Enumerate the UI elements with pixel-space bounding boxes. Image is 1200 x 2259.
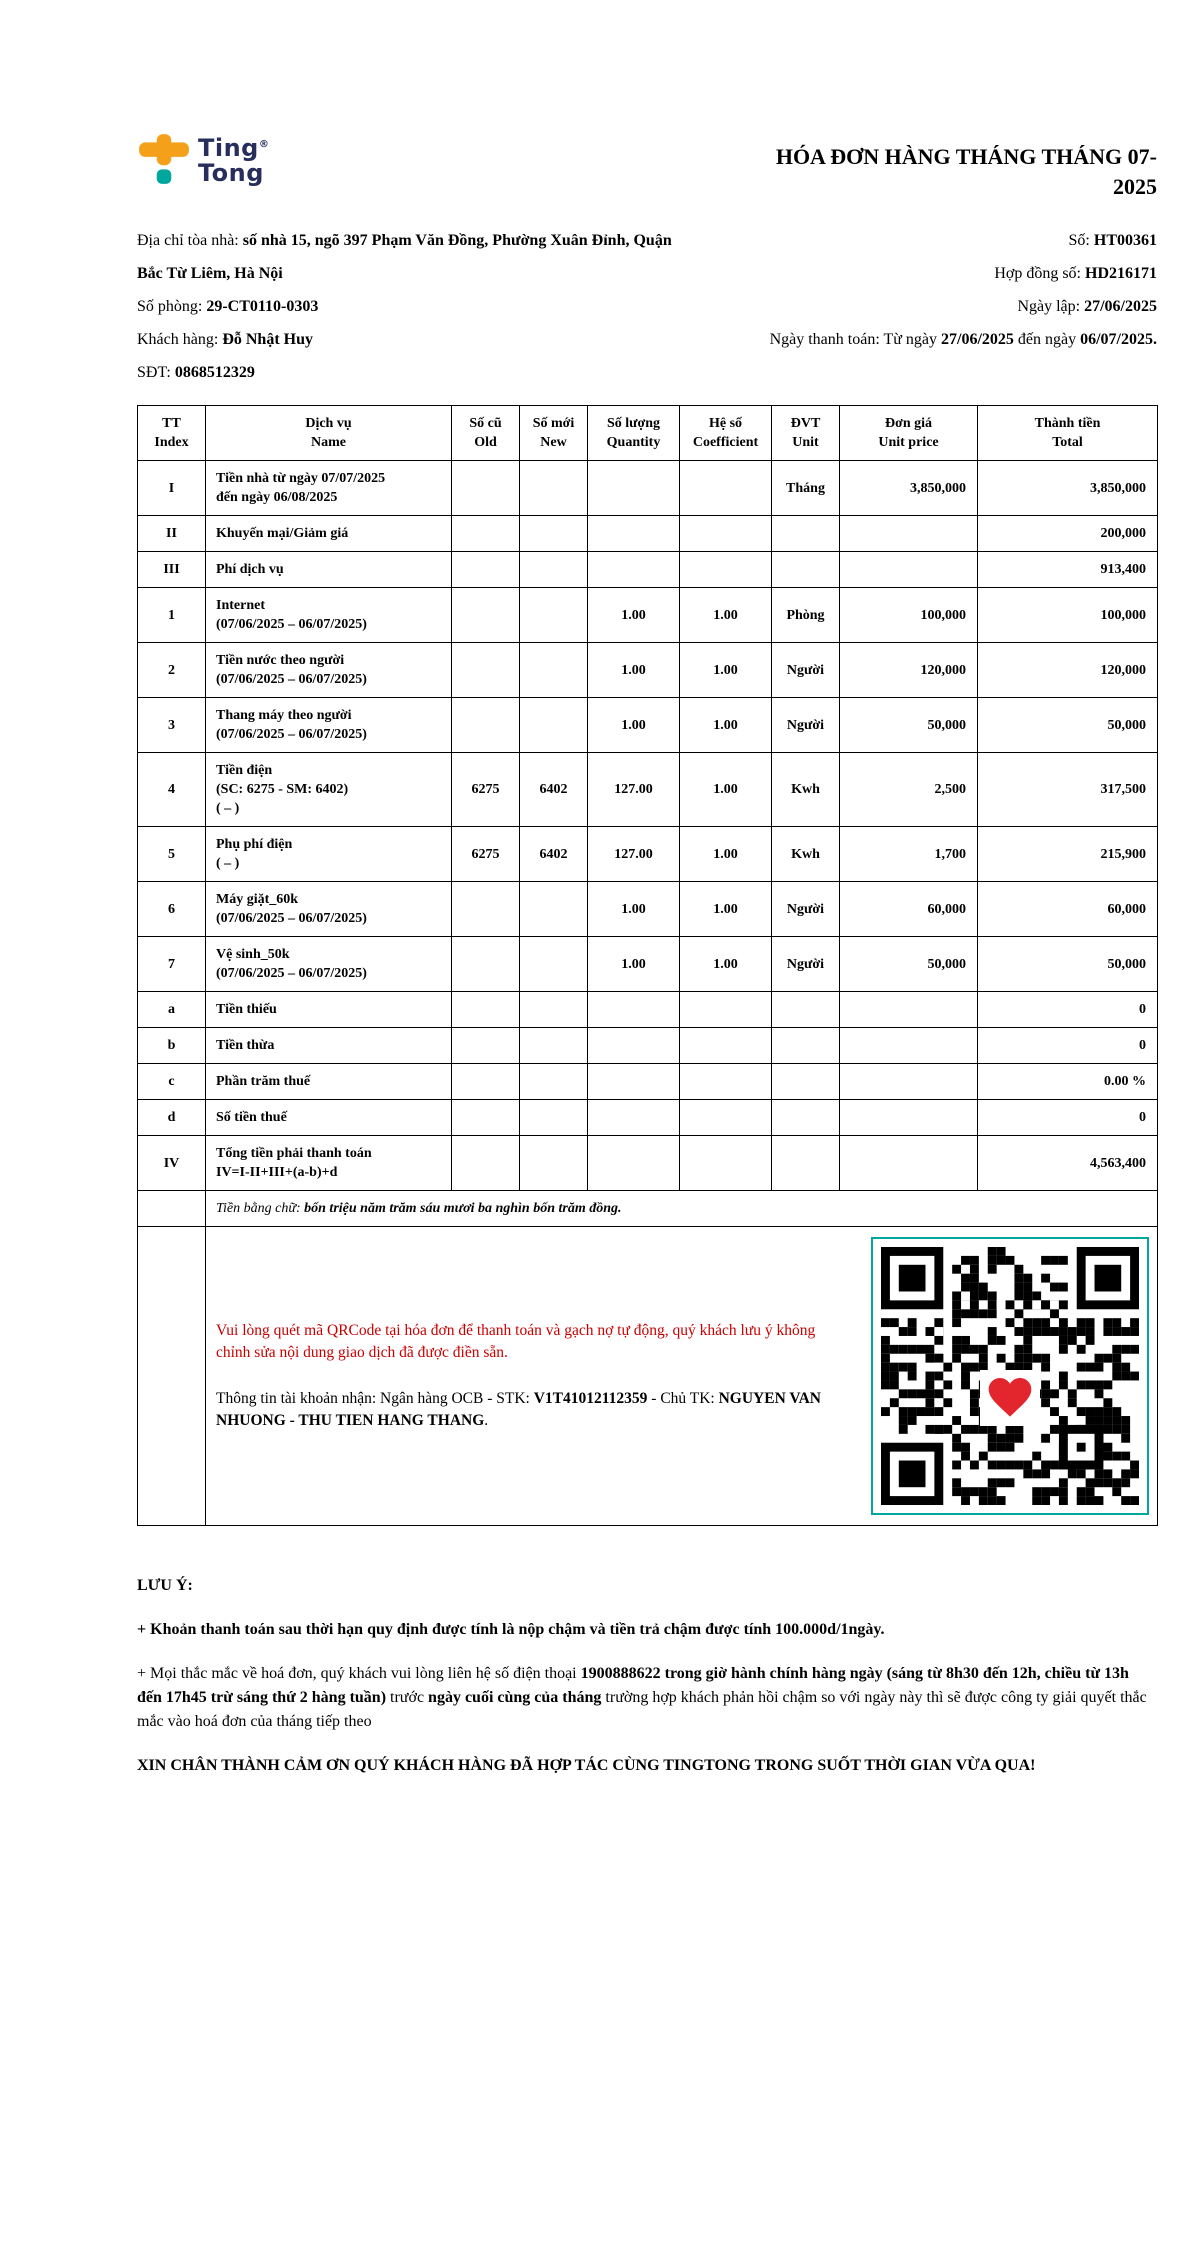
table-row	[138, 827, 1158, 882]
cell-unit-price: 100,000	[840, 588, 978, 643]
cell-index: II	[138, 516, 206, 552]
logo-text	[198, 132, 269, 186]
cell-quantity: 1.00	[588, 937, 680, 992]
column-header: Thành tiền Total	[978, 406, 1158, 461]
cell-new-reading	[520, 1028, 588, 1064]
cell-old-reading	[452, 1028, 520, 1064]
cell-coefficient	[680, 1136, 772, 1191]
cell-unit: Người	[772, 937, 840, 992]
cell-unit	[772, 1064, 840, 1100]
qr-section	[206, 1227, 1158, 1526]
cell-unit: Người	[772, 643, 840, 698]
cell-index: a	[138, 992, 206, 1028]
room-label: Số phòng:	[137, 298, 207, 315]
cell-total: 3,850,000	[978, 461, 1158, 516]
cell-total: 200,000	[978, 516, 1158, 552]
cell-old-reading	[452, 552, 520, 588]
cell-quantity: 127.00	[588, 753, 680, 827]
cell-unit	[772, 992, 840, 1028]
cell-unit: Kwh	[772, 753, 840, 827]
cell-quantity: 1.00	[588, 698, 680, 753]
cell-service-name: Phụ phí điện ( – )	[206, 827, 452, 882]
table-head	[138, 406, 1158, 461]
cell-unit	[772, 552, 840, 588]
invoice-table-body	[138, 461, 1158, 1191]
cell-old-reading	[452, 643, 520, 698]
cell-total: 317,500	[978, 753, 1158, 827]
cell-new-reading	[520, 461, 588, 516]
table-row	[138, 937, 1158, 992]
cell-service-name: Tiền nhà từ ngày 07/07/2025 đến ngày 06/08/2025	[206, 461, 452, 516]
cell-quantity	[588, 552, 680, 588]
invoice-numbers	[770, 224, 1157, 389]
cell-old-reading	[452, 992, 520, 1028]
cell-total: 60,000	[978, 882, 1158, 937]
note-contact-text-3: trường hợp khách phản hồi chậm so với ngày này thì sẽ được công ty giải quyết thắc mắc vào hoá đơn của tháng tiếp theo	[137, 1689, 1147, 1730]
note-contact-text-1: + Mọi thắc mắc về hoá đơn, quý khách vui lòng liên hệ số điện thoại	[137, 1665, 581, 1682]
cell-old-reading	[452, 516, 520, 552]
customer-info	[137, 224, 697, 389]
cell-service-name: Thang máy theo người (07/06/2025 – 06/07/2025)	[206, 698, 452, 753]
cell-index: 6	[138, 882, 206, 937]
cell-quantity: 1.00	[588, 643, 680, 698]
cell-unit	[772, 1028, 840, 1064]
cell-total: 4,563,400	[978, 1136, 1158, 1191]
contract-value: HD216171	[1085, 265, 1157, 282]
tingtong-logo-icon	[137, 132, 191, 186]
room-line	[137, 290, 697, 323]
table-row	[138, 1064, 1158, 1100]
customer-label: Khách hàng:	[137, 331, 223, 348]
table-row	[138, 516, 1158, 552]
cell-index: I	[138, 461, 206, 516]
column-header: Số lượng Quantity	[588, 406, 680, 461]
cell-service-name: Tiền điện (SC: 6275 - SM: 6402) ( – )	[206, 753, 452, 827]
column-header: TT Index	[138, 406, 206, 461]
issue-date-line	[770, 290, 1157, 323]
cell-old-reading	[452, 937, 520, 992]
cell-quantity: 1.00	[588, 882, 680, 937]
cell-coefficient: 1.00	[680, 698, 772, 753]
cell-unit	[772, 1136, 840, 1191]
cell-unit: Người	[772, 698, 840, 753]
phone-label: SĐT:	[137, 364, 175, 381]
cell-service-name: Tổng tiền phải thanh toán IV=I-II+III+(a-b)+d	[206, 1136, 452, 1191]
cell-unit-price: 2,500	[840, 753, 978, 827]
address-value: số nhà 15, ngõ 397 Phạm Văn Đồng, Phường Xuân Đỉnh, Quận Bắc Từ Liêm, Hà Nội	[137, 232, 672, 282]
cell-new-reading	[520, 588, 588, 643]
cell-service-name: Tiền thiếu	[206, 992, 452, 1028]
cell-unit-price	[840, 992, 978, 1028]
cell-total: 50,000	[978, 937, 1158, 992]
cell-unit-price	[840, 1100, 978, 1136]
amount-in-words	[206, 1191, 1158, 1227]
payment-instructions	[216, 1320, 844, 1432]
phone-value: 0868512329	[174, 364, 255, 381]
cell-coefficient: 1.00	[680, 937, 772, 992]
cell-old-reading	[452, 461, 520, 516]
column-header: Hệ số Coefficient	[680, 406, 772, 461]
cell-unit	[772, 516, 840, 552]
issue-date-label: Ngày lập:	[1017, 298, 1085, 315]
address-label: Địa chỉ tòa nhà:	[137, 232, 243, 249]
cell-coefficient: 1.00	[680, 753, 772, 827]
cell-new-reading	[520, 552, 588, 588]
table-row	[138, 1100, 1158, 1136]
cell-unit: Người	[772, 882, 840, 937]
invoice-no-line	[770, 224, 1157, 257]
invoice-page	[137, 0, 1157, 1778]
cell-service-name: Khuyến mại/Giảm giá	[206, 516, 452, 552]
cell-quantity	[588, 516, 680, 552]
cell-new-reading	[520, 1136, 588, 1191]
invoice-table-footer	[138, 1191, 1158, 1526]
table-row	[138, 552, 1158, 588]
cell-service-name: Phần trăm thuế	[206, 1064, 452, 1100]
cell-service-name: Internet (07/06/2025 – 06/07/2025)	[206, 588, 452, 643]
cell-quantity	[588, 1100, 680, 1136]
cell-new-reading: 6402	[520, 753, 588, 827]
cell-coefficient: 1.00	[680, 827, 772, 882]
phone-line	[137, 356, 697, 389]
cell-unit-price	[840, 1028, 978, 1064]
issue-date-value: 27/06/2025	[1084, 298, 1157, 315]
heart-icon	[980, 1370, 1040, 1426]
cell-unit-price: 120,000	[840, 643, 978, 698]
page-header	[137, 132, 1157, 202]
cell-total: 50,000	[978, 698, 1158, 753]
cell-unit-price	[840, 1064, 978, 1100]
table-row	[138, 588, 1158, 643]
cell-new-reading: 6402	[520, 827, 588, 882]
invoice-no-value: HT00361	[1093, 232, 1157, 249]
table-row	[138, 698, 1158, 753]
table-row	[138, 753, 1158, 827]
empty-cell	[138, 1227, 206, 1526]
contract-line	[770, 257, 1157, 290]
amount-in-words-label: Tiền bằng chữ:	[216, 1201, 305, 1216]
qr-row	[138, 1227, 1158, 1526]
cell-new-reading	[520, 992, 588, 1028]
cell-new-reading	[520, 937, 588, 992]
pay-date2: 06/07/2025.	[1080, 331, 1157, 348]
pay-label2: đến ngày	[1013, 331, 1081, 348]
pay-label1: Ngày thanh toán: Từ ngày	[769, 331, 942, 348]
table-row	[138, 882, 1158, 937]
cell-unit-price: 3,850,000	[840, 461, 978, 516]
cell-coefficient	[680, 992, 772, 1028]
cell-unit-price: 50,000	[840, 937, 978, 992]
cell-service-name: Vệ sinh_50k (07/06/2025 – 06/07/2025)	[206, 937, 452, 992]
cell-quantity: 1.00	[588, 588, 680, 643]
table-row	[138, 1028, 1158, 1064]
cell-total: 0	[978, 992, 1158, 1028]
cell-quantity	[588, 1136, 680, 1191]
cell-coefficient: 1.00	[680, 588, 772, 643]
column-header: Dịch vụ Name	[206, 406, 452, 461]
cell-coefficient	[680, 516, 772, 552]
cell-quantity: 127.00	[588, 827, 680, 882]
cell-unit-price: 50,000	[840, 698, 978, 753]
qr-code	[871, 1237, 1149, 1515]
invoice-meta	[137, 224, 1157, 389]
cell-old-reading: 6275	[452, 753, 520, 827]
invoice-table	[137, 405, 1158, 1526]
cell-old-reading	[452, 588, 520, 643]
cell-unit-price: 60,000	[840, 882, 978, 937]
note-late-payment: + Khoản thanh toán sau thời hạn quy định được tính là nộp chậm và tiền trả chậm được tính 100.000d/1ngày.	[137, 1621, 885, 1638]
cell-quantity	[588, 1064, 680, 1100]
cell-coefficient: 1.00	[680, 882, 772, 937]
thanks-message: XIN CHÂN THÀNH CẢM ƠN QUÝ KHÁCH HÀNG ĐÃ HỢP TÁC CÙNG TINGTONG TRONG SUỐT THỜI GIAN VỪA QUA!	[137, 1757, 1036, 1774]
note-contact	[137, 1662, 1157, 1734]
cell-index: d	[138, 1100, 206, 1136]
amount-in-words-value: bốn triệu năm trăm sáu mươi ba nghìn bốn trăm đồng.	[304, 1201, 622, 1216]
cell-index: b	[138, 1028, 206, 1064]
qr-warning-text: Vui lòng quét mã QRCode tại hóa đơn để thanh toán và gạch nợ tự động, quý khách lưu ý không chỉnh sửa nội dung giao dịch đã được điền sẵn.	[216, 1322, 816, 1361]
note-contact-text-2: trước	[386, 1689, 429, 1706]
logo-text-line2: Tong	[198, 159, 264, 187]
invoice-no-label: Số:	[1068, 232, 1094, 249]
table-header-row	[138, 406, 1158, 461]
page-title: HÓA ĐƠN HÀNG THÁNG THÁNG 07-2025	[775, 144, 1157, 199]
customer-value: Đỗ Nhật Huy	[222, 331, 313, 348]
cell-index: 1	[138, 588, 206, 643]
cell-service-name: Số tiền thuế	[206, 1100, 452, 1136]
cell-coefficient	[680, 552, 772, 588]
cell-total: 120,000	[978, 643, 1158, 698]
cell-index: 7	[138, 937, 206, 992]
account-end: .	[484, 1412, 489, 1429]
cell-new-reading	[520, 643, 588, 698]
customer-line	[137, 323, 697, 356]
table-row	[138, 992, 1158, 1028]
amount-in-words-row	[138, 1191, 1158, 1227]
column-header: ĐVT Unit	[772, 406, 840, 461]
cell-unit-price: 1,700	[840, 827, 978, 882]
table-row	[138, 1136, 1158, 1191]
tingtong-logo	[137, 132, 269, 186]
address-line	[137, 224, 697, 290]
hotline-number: 1900888622 trong giờ hành chính hàng ngày (sáng từ 8h30 đến 12h, chiều từ 13h đến 17h45 trừ sáng thứ 2 hàng tuần)	[137, 1665, 1129, 1706]
cell-total: 913,400	[978, 552, 1158, 588]
cell-total: 215,900	[978, 827, 1158, 882]
cell-quantity	[588, 992, 680, 1028]
cell-service-name: Phí dịch vụ	[206, 552, 452, 588]
cell-index: 5	[138, 827, 206, 882]
cell-coefficient: 1.00	[680, 643, 772, 698]
account-holder: NGUYEN VAN NHUONG - THU TIEN HANG THANG	[216, 1390, 821, 1429]
column-header: Số mới New	[520, 406, 588, 461]
cell-service-name: Tiền nước theo người (07/06/2025 – 06/07/2025)	[206, 643, 452, 698]
cell-old-reading	[452, 1064, 520, 1100]
notes-section	[137, 1574, 1157, 1778]
cell-unit-price	[840, 516, 978, 552]
cell-new-reading	[520, 698, 588, 753]
cell-new-reading	[520, 1100, 588, 1136]
cell-total: 0	[978, 1100, 1158, 1136]
cell-index: 4	[138, 753, 206, 827]
cell-index: IV	[138, 1136, 206, 1191]
cell-new-reading	[520, 1064, 588, 1100]
cell-index: 2	[138, 643, 206, 698]
cell-unit-price	[840, 1136, 978, 1191]
cell-coefficient	[680, 1100, 772, 1136]
cell-coefficient	[680, 461, 772, 516]
cell-old-reading: 6275	[452, 827, 520, 882]
cell-quantity	[588, 1028, 680, 1064]
account-label: Thông tin tài khoản nhận: Ngân hàng OCB - STK:	[216, 1390, 534, 1407]
pay-date1: 27/06/2025	[941, 331, 1014, 348]
account-number: V1T41012112359	[533, 1390, 648, 1407]
cell-total: 100,000	[978, 588, 1158, 643]
empty-cell	[138, 1191, 206, 1227]
cell-index: 3	[138, 698, 206, 753]
cell-total: 0	[978, 1028, 1158, 1064]
account-mid: - Chủ TK:	[647, 1390, 719, 1407]
cell-old-reading	[452, 882, 520, 937]
cell-unit: Kwh	[772, 827, 840, 882]
notes-heading: LƯU Ý:	[137, 1577, 193, 1594]
cell-unit: Phòng	[772, 588, 840, 643]
column-header: Số cũ Old	[452, 406, 520, 461]
cell-new-reading	[520, 882, 588, 937]
payment-period-line	[770, 323, 1157, 356]
cell-service-name: Tiền thừa	[206, 1028, 452, 1064]
logo-text-line1: Ting	[198, 134, 259, 162]
cell-unit-price	[840, 552, 978, 588]
cell-new-reading	[520, 516, 588, 552]
cell-service-name: Máy giặt_60k (07/06/2025 – 06/07/2025)	[206, 882, 452, 937]
cell-index: III	[138, 552, 206, 588]
table-row	[138, 461, 1158, 516]
cell-unit: Tháng	[772, 461, 840, 516]
room-value: 29-CT0110-0303	[206, 298, 319, 315]
account-info	[216, 1388, 844, 1432]
cell-coefficient	[680, 1028, 772, 1064]
deadline-phrase: ngày cuối cùng của tháng	[428, 1689, 602, 1706]
cell-quantity	[588, 461, 680, 516]
column-header: Đơn giá Unit price	[840, 406, 978, 461]
cell-index: c	[138, 1064, 206, 1100]
cell-old-reading	[452, 698, 520, 753]
registered-mark: ®	[258, 139, 270, 150]
cell-total: 0.00 %	[978, 1064, 1158, 1100]
cell-old-reading	[452, 1100, 520, 1136]
cell-unit	[772, 1100, 840, 1136]
cell-old-reading	[452, 1136, 520, 1191]
contract-label: Hợp đồng số:	[994, 265, 1085, 282]
table-row	[138, 643, 1158, 698]
cell-coefficient	[680, 1064, 772, 1100]
